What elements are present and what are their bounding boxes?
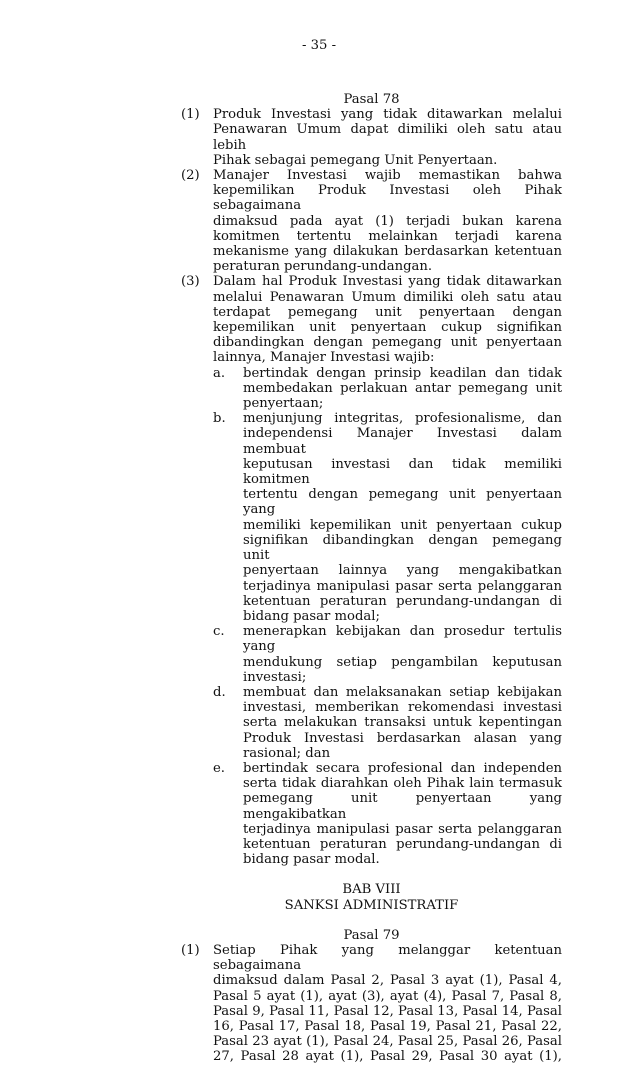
- text-line: 16, Pasal 17, Pasal 18, Pasal 19, Pasal 21, Pasal 22,: [213, 1018, 562, 1034]
- text-line: mendukung setiap pengambilan keputusan: [243, 654, 562, 670]
- huruf-letter: e.: [213, 760, 225, 776]
- text-line: memiliki kepemilikan unit penyertaan cukup: [243, 517, 562, 533]
- text-line: keputusan investasi dan tidak memiliki komitmen: [243, 456, 562, 488]
- pasal-78-huruf-d: [181, 685, 562, 761]
- pasal-78-huruf-c: [181, 624, 562, 685]
- text-line: independensi Manajer Investasi dalam membuat: [243, 426, 562, 457]
- text-line: pemegang unit penyertaan yang mengakibatkan: [243, 791, 562, 822]
- pasal-78-ayat-2: [181, 168, 562, 274]
- text-line: dimaksud pada ayat (1) terjadi bukan karena: [213, 213, 562, 229]
- bab-title: SANKSI ADMINISTRATIF: [284, 897, 459, 913]
- ayat-number: (3): [181, 274, 200, 290]
- bab-number: BAB VIII: [342, 882, 401, 898]
- text-line: Penawaran Umum dapat dimiliki oleh satu atau lebih: [213, 122, 562, 153]
- pasal-78-title: Pasal 78: [343, 92, 400, 107]
- text-line: Dalam hal Produk Investasi yang tidak ditawarkan: [213, 274, 562, 290]
- text-line: Pihak sebagai pemegang Unit Penyertaan.: [213, 152, 498, 168]
- text-line: Pasal 9, Pasal 11, Pasal 12, Pasal 13, Pasal 14, Pasal: [213, 1003, 562, 1019]
- ayat-number: (2): [181, 168, 200, 184]
- pasal-78-ayat-1: [181, 107, 562, 168]
- text-line: bertindak dengan prinsip keadilan dan tidak: [243, 365, 562, 381]
- text-line: Pasal 5 ayat (1), ayat (3), ayat (4), Pasal 7, Pasal 8,: [213, 988, 562, 1004]
- huruf-letter: a.: [213, 365, 226, 381]
- spacer: [181, 867, 562, 882]
- text-line: peraturan perundang-undangan.: [213, 259, 433, 275]
- huruf-letter: d.: [213, 684, 226, 700]
- text-line: penyertaan lainnya yang mengakibatkan: [243, 563, 562, 579]
- text-line: kepemilikan Produk Investasi oleh Pihak sebagaimana: [213, 183, 562, 214]
- ayat-number: (1): [181, 107, 200, 123]
- text-line: Produk Investasi yang tidak ditawarkan melalui: [213, 107, 562, 123]
- spacer: [181, 913, 562, 928]
- text-line: investasi;: [243, 669, 307, 685]
- huruf-letter: c.: [213, 624, 225, 640]
- page-number: - 35 -: [301, 38, 337, 53]
- pasal-78-huruf-a: [181, 366, 562, 412]
- text-line: ketentuan peraturan perundang-undangan di: [243, 593, 562, 609]
- text-line: serta tidak diarahkan oleh Pihak lain termasuk: [243, 776, 562, 792]
- text-line: rasional; dan: [243, 745, 331, 761]
- pasal-79-title: Pasal 79: [343, 927, 400, 943]
- text-line: terjadinya manipulasi pasar serta pelanggaran: [243, 821, 562, 837]
- text-line: Pasal 23 ayat (1), Pasal 24, Pasal 25, Pasal 26, Pasal: [213, 1034, 562, 1050]
- text-line: Manajer Investasi wajib memastikan bahwa: [213, 168, 562, 184]
- text-line: dimaksud dalam Pasal 2, Pasal 3 ayat (1), Pasal 4,: [213, 973, 562, 989]
- text-line: investasi, memberikan rekomendasi investasi: [243, 700, 562, 716]
- text-line: melalui Penawaran Umum dimiliki oleh satu atau: [213, 289, 562, 305]
- pasal-78-huruf-b: [181, 411, 562, 624]
- text-line: menjunjung integritas, profesionalisme, dan: [243, 411, 562, 427]
- text-line: terjadinya manipulasi pasar serta pelanggaran: [243, 578, 562, 594]
- text-line: bidang pasar modal;: [243, 608, 380, 624]
- text-line: bertindak secara profesional dan independen: [243, 760, 562, 776]
- text-line: membuat dan melaksanakan setiap kebijakan: [243, 684, 562, 700]
- text-line: ketentuan peraturan perundang-undangan di: [243, 836, 562, 852]
- text-line: Setiap Pihak yang melanggar ketentuan sebagaimana: [213, 942, 562, 974]
- text-line: serta melakukan transaksi untuk kepentingan: [243, 715, 562, 731]
- text-line: komitmen tertentu melainkan terjadi karena: [213, 228, 562, 244]
- text-line: 27, Pasal 28 ayat (1), Pasal 29, Pasal 30 ayat (1),: [213, 1049, 562, 1065]
- text-line: signifikan dibandingkan dengan pemegang unit: [243, 532, 562, 564]
- text-line: menerapkan kebijakan dan prosedur tertulis yang: [243, 624, 562, 655]
- huruf-letter: b.: [213, 411, 226, 427]
- ayat-number: (1): [181, 942, 200, 958]
- text-line: bidang pasar modal.: [243, 852, 380, 868]
- document-body: [181, 92, 562, 1065]
- pasal-79-ayat-1: [181, 943, 562, 1065]
- text-line: terdapat pemegang unit penyertaan dengan: [213, 304, 562, 320]
- text-line: dibandingkan dengan pemegang unit penyertaan: [213, 335, 562, 351]
- text-line: tertentu dengan pemegang unit penyertaan yang: [243, 487, 562, 518]
- text-line: lainnya, Manajer Investasi wajib:: [213, 350, 435, 366]
- text-line: Produk Investasi berdasarkan alasan yang: [243, 730, 562, 746]
- pasal-78-ayat-3: [181, 274, 562, 365]
- text-line: membedakan perlakuan antar pemegang unit: [243, 380, 562, 396]
- text-line: kepemilikan unit penyertaan cukup signifikan: [213, 320, 562, 336]
- text-line: penyertaan;: [243, 396, 324, 412]
- text-line: mekanisme yang dilakukan berdasarkan ketentuan: [213, 244, 562, 260]
- pasal-78-huruf-e: [181, 761, 562, 867]
